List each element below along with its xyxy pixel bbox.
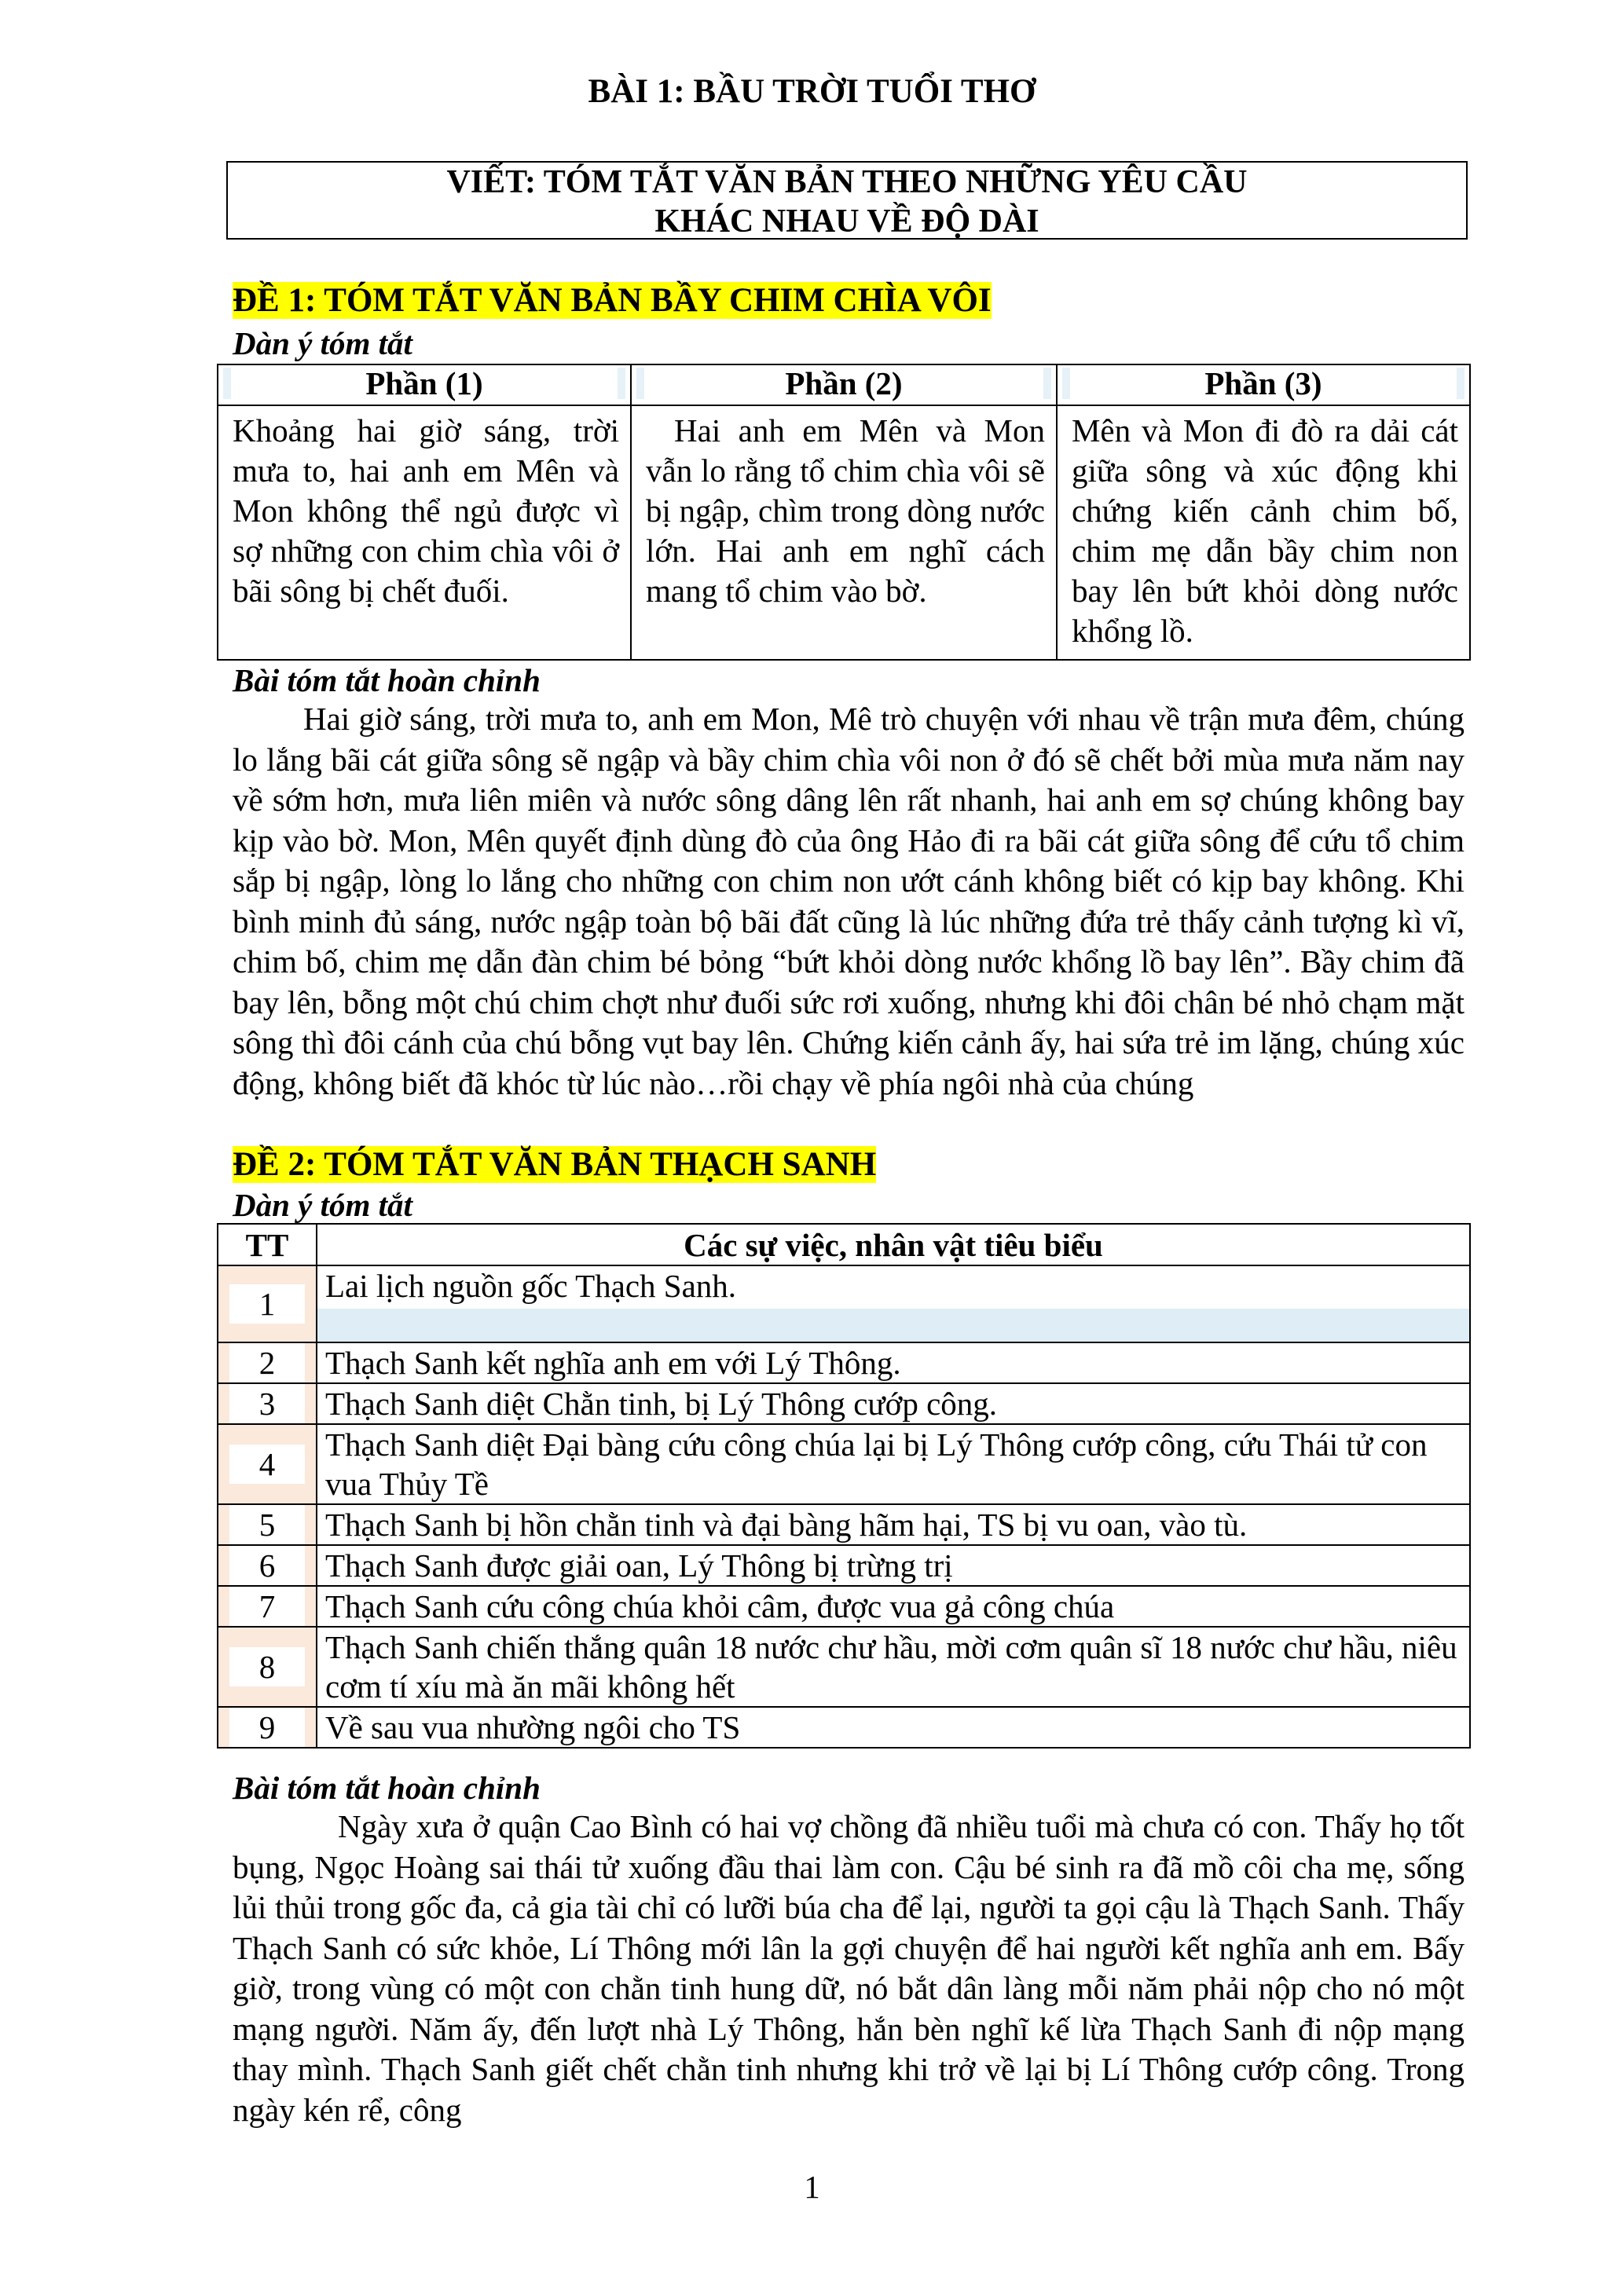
de1-outline-table bbox=[217, 364, 1471, 661]
row-number: 3 bbox=[218, 1383, 317, 1424]
de1-cell-part-2: Hai anh em Mên và Mon vẫn lo rằng tổ chim chìa vôi sẽ bị ngập, chìm trong dòng nước lớn. Hai anh em nghĩ cách mang tổ chim vào bờ. bbox=[631, 405, 1057, 660]
de1-header-part-2: Phần (2) bbox=[631, 364, 1057, 405]
row-event: Thạch Sanh diệt Đại bàng cứu công chúa lại bị Lý Thông cướp công, cứu Thái tử con vua Thủy Tề bbox=[317, 1424, 1470, 1504]
row-number: 5 bbox=[218, 1504, 317, 1545]
de2-header-events: Các sự việc, nhân vật tiêu biểu bbox=[317, 1224, 1470, 1265]
row-number: 9 bbox=[218, 1707, 317, 1748]
row-event: Thạch Sanh chiến thắng quân 18 nước chư hầu, mời cơm quân sĩ 18 nước chư hầu, niêu cơm tí xíu mà ăn mãi không hết bbox=[317, 1627, 1470, 1707]
row-number: 7 bbox=[218, 1586, 317, 1627]
de1-title bbox=[233, 281, 992, 320]
row-event: Thạch Sanh bị hồn chằn tinh và đại bàng hãm hại, TS bị vu oan, vào tù. bbox=[317, 1504, 1470, 1545]
de2-table-header-row bbox=[218, 1224, 1470, 1265]
de1-header-part-3: Phần (3) bbox=[1057, 364, 1470, 405]
de1-outline-label: Dàn ý tóm tắt bbox=[233, 325, 412, 361]
table-row bbox=[218, 1627, 1470, 1707]
table-row bbox=[218, 1424, 1470, 1504]
box-title-line-1: VIẾT: TÓM TẮT VĂN BẢN THEO NHỮNG YÊU CẦU bbox=[446, 164, 1248, 200]
row-number: 4 bbox=[218, 1424, 317, 1504]
de1-table-row bbox=[218, 405, 1470, 660]
de2-summary-paragraph: Ngày xưa ở quận Cao Bình có hai vợ chồng đã nhiều tuổi mà chưa có con. Thấy họ tốt bụng, Ngọc Hoàng sai thái tử xuống đầu thai làm con. Cậu bé sinh ra đã mồ côi cha mẹ, sống lủi thủi trong gốc đa, cả gia tài chỉ có lưỡi búa cha để lại, người ta gọi cậu là Thạch Sanh. Thấy Thạch Sanh có sức khỏe, Lí Thông mới lân la gợi chuyện để hai người kết nghĩa anh em. Bấy giờ, trong vùng có một con chằn tinh hung dữ, nó bắt dân làng mỗi năm phải nộp cho nó một mạng người. Năm ấy, đến lượt nhà Lý Thông, hắn bèn nghĩ kế lừa Thạch Sanh đi nộp mạng thay mình. Thạch Sanh giết chết chằn tinh nhưng khi trở về lại bị Lí Thông cướp công. Trong ngày kén rể, công bbox=[233, 1808, 1465, 2128]
de2-title bbox=[233, 1145, 876, 1184]
row-number: 2 bbox=[218, 1342, 317, 1383]
de1-header-part-1: Phần (1) bbox=[218, 364, 631, 405]
row-number: 1 bbox=[218, 1265, 317, 1342]
de2-summary-label: Bài tóm tắt hoàn chỉnh bbox=[233, 1770, 541, 1806]
row-event: Thạch Sanh diệt Chằn tinh, bị Lý Thông cướp công. bbox=[317, 1383, 1470, 1424]
de2-outline-table bbox=[217, 1223, 1471, 1749]
de1-table-header-row bbox=[218, 364, 1470, 405]
de1-title-text: ĐỀ 1: TÓM TẮT VĂN BẢN BẦY CHIM CHÌA VÔI bbox=[233, 282, 992, 319]
table-row bbox=[218, 1586, 1470, 1627]
de1-summary-label: Bài tóm tắt hoàn chỉnh bbox=[233, 662, 541, 698]
row-event: Lai lịch nguồn gốc Thạch Sanh. bbox=[317, 1265, 1470, 1342]
row-number: 6 bbox=[218, 1545, 317, 1586]
de2-outline-label: Dàn ý tóm tắt bbox=[233, 1187, 412, 1223]
table-row bbox=[218, 1504, 1470, 1545]
row-event: Về sau vua nhường ngôi cho TS bbox=[317, 1707, 1470, 1748]
table-row bbox=[218, 1342, 1470, 1383]
row-event: Thạch Sanh được giải oan, Lý Thông bị trừng trị bbox=[317, 1545, 1470, 1586]
row-event: Thạch Sanh kết nghĩa anh em với Lý Thông. bbox=[317, 1342, 1470, 1383]
row-event: Thạch Sanh cứu công chúa khỏi câm, được vua gả công chúa bbox=[317, 1586, 1470, 1627]
table-row bbox=[218, 1265, 1470, 1342]
lesson-heading: BÀI 1: BẦU TRỜI TUỔI THƠ bbox=[588, 73, 1036, 110]
page-number: 1 bbox=[804, 2169, 820, 2205]
row-number: 8 bbox=[218, 1627, 317, 1707]
de1-cell-part-3: Mên và Mon đi đò ra dải cát giữa sông và xúc động khi chứng kiến cảnh chim bố, chim mẹ dẫn bầy chim non bay lên bứt khỏi dòng nước khổng lồ. bbox=[1057, 405, 1470, 660]
box-title-line-2: KHÁC NHAU VỀ ĐỘ DÀI bbox=[654, 203, 1039, 240]
de2-title-text: ĐỀ 2: TÓM TẮT VĂN BẢN THẠCH SANH bbox=[233, 1146, 877, 1183]
de1-cell-part-1: Khoảng hai giờ sáng, trời mưa to, hai anh em Mên và Mon không thể ngủ được vì sợ những con chim chìa vôi ở bãi sông bị chết đuối. bbox=[218, 405, 631, 660]
de1-summary-paragraph: Hai giờ sáng, trời mưa to, anh em Mon, Mê trò chuyện với nhau về trận mưa đêm, chúng lo lắng bãi cát giữa sông sẽ ngập và bầy chim chìa vôi non ở đó sẽ chết bởi mùa mưa năm nay về sớm hơn, mưa liên miên và nước sông dâng lên rất nhanh, hai anh em sợ chúng không bay kịp vào bờ. Mon, Mên quyết định dùng đò của ông Hảo đi ra bãi cát giữa sông để cứu tổ chim sắp bị ngập, lòng lo lắng cho những con chim non ướt cánh không biết có kịp bay không. Khi bình minh đủ sáng, nước ngập toàn bộ bãi đất cũng là lúc những đứa trẻ thấy cảnh tượng kì vĩ, chim bố, chim mẹ dẫn đàn chim bé bỏng “bứt khỏi dòng nước khổng lồ bay lên”. Bầy chim đã bay lên, bỗng một chú chim chợt như đuối sức rơi xuống, nhưng khi đôi chân bé nhỏ chạm mặt sông thì đôi cánh của chú bỗng vụt bay lên. Chứng kiến cảnh ấy, hai sứa trẻ im lặng, chúng xúc động, không biết đã khóc từ lúc nào…rồi chạy về phía ngôi nhà của chúng bbox=[233, 701, 1465, 1101]
table-row bbox=[218, 1383, 1470, 1424]
table-row bbox=[218, 1707, 1470, 1748]
writing-task-box bbox=[226, 161, 1468, 240]
table-row bbox=[218, 1545, 1470, 1586]
de2-header-tt: TT bbox=[218, 1224, 317, 1265]
